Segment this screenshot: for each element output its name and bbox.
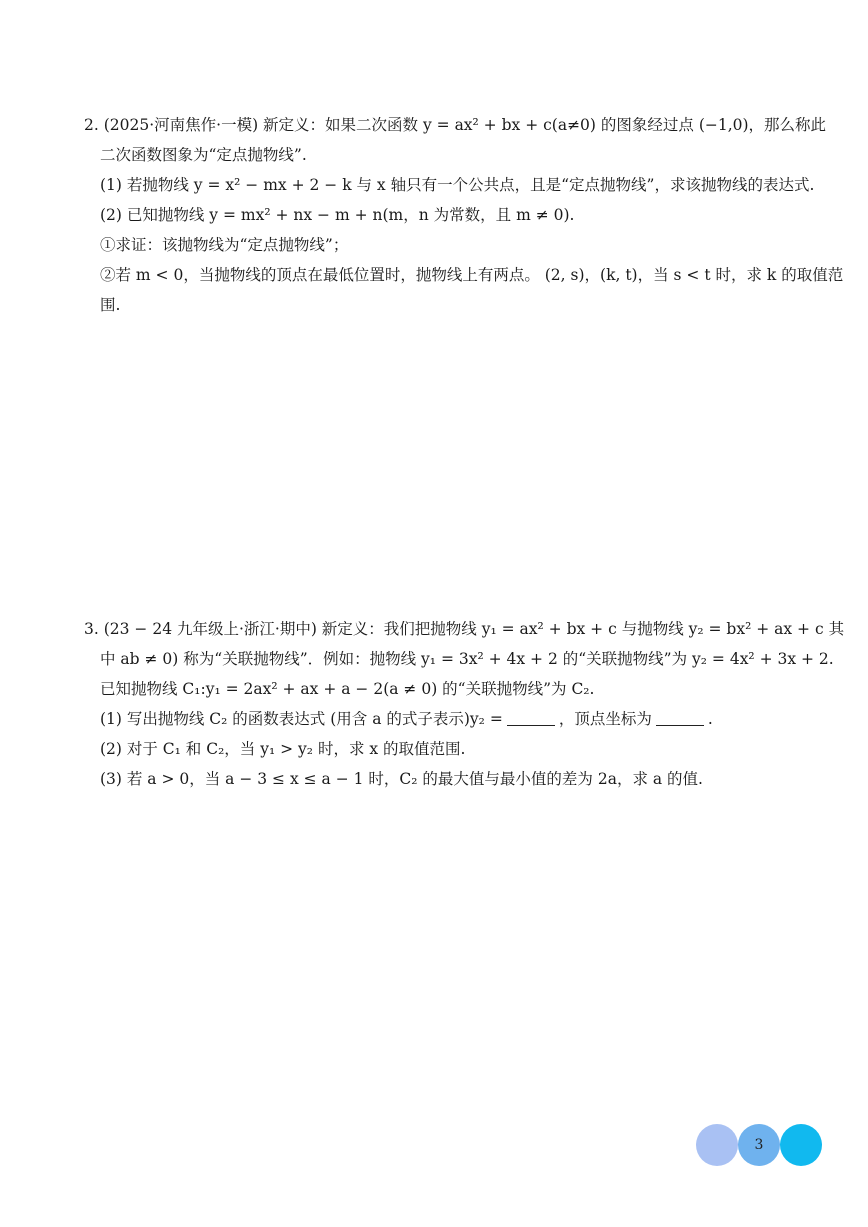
answer-blank-vertex[interactable] xyxy=(656,711,704,726)
problem-3-part-3: (3) 若 a > 0，当 a − 3 ≤ x ≤ a − 1 时，C₂ 的最大值与最小值的差为 2a，求 a 的值. xyxy=(100,770,703,788)
problem-2-part-2: (2) 已知抛物线 y = mx² + nx − m + n(m，n 为常数，且 m ≠ 0). xyxy=(100,206,575,224)
problem-3-part-2: (2) 对于 C₁ 和 C₂，当 y₁ > y₂ 时，求 x 的取值范围. xyxy=(100,740,466,758)
problem-2-line: 2. (2025·河南焦作·一模) 新定义：如果二次函数 y = ax² + bx + c(a≠0) 的图象经过点 (−1,0)，那么称此 xyxy=(84,116,827,134)
problem-2-part-2-i: ①求证：该抛物线为“定点抛物线”； xyxy=(100,236,349,254)
problem-3-line: 3. (23 − 24 九年级上·浙江·期中) 新定义：我们把抛物线 y₁ = ax² + bx + c 与抛物线 y₂ = bx² + ax + c 其 xyxy=(84,620,845,638)
badge-circle-right xyxy=(780,1124,822,1166)
problem-2-line: 二次函数图象为“定点抛物线”. xyxy=(100,146,307,164)
fill-prefix: (1) 写出抛物线 C₂ 的函数表达式 (用含 a 的式子表示)y₂ = xyxy=(100,710,503,728)
problem-2-part-1: (1) 若抛物线 y = x² − mx + 2 − k 与 x 轴只有一个公共点，且是“定点抛物线”，求该抛物线的表达式. xyxy=(100,176,815,194)
answer-blank-expression[interactable] xyxy=(507,711,555,726)
fill-suffix: . xyxy=(707,710,713,728)
fill-middle: ，顶点坐标为 xyxy=(558,710,652,728)
problem-2-line: 围. xyxy=(100,296,121,314)
problem-2-part-2-ii: ②若 m < 0，当抛物线的顶点在最低位置时，抛物线上有两点。 (2, s)，(k, t)，当 s < t 时，求 k 的取值范 xyxy=(100,266,844,284)
problem-3-line: 中 ab ≠ 0) 称为“关联抛物线”．例如：抛物线 y₁ = 3x² + 4x + 2 的“关联抛物线”为 y₂ = 4x² + 3x + 2. xyxy=(100,650,834,668)
page-number: 3 xyxy=(754,1137,764,1153)
page-number-badge xyxy=(696,1124,824,1168)
problem-3-line: 已知抛物线 C₁:y₁ = 2ax² + ax + a − 2(a ≠ 0) 的“关联抛物线”为 C₂. xyxy=(100,680,595,698)
badge-circle-left xyxy=(696,1124,738,1166)
problem-3-part-1 xyxy=(100,708,713,730)
